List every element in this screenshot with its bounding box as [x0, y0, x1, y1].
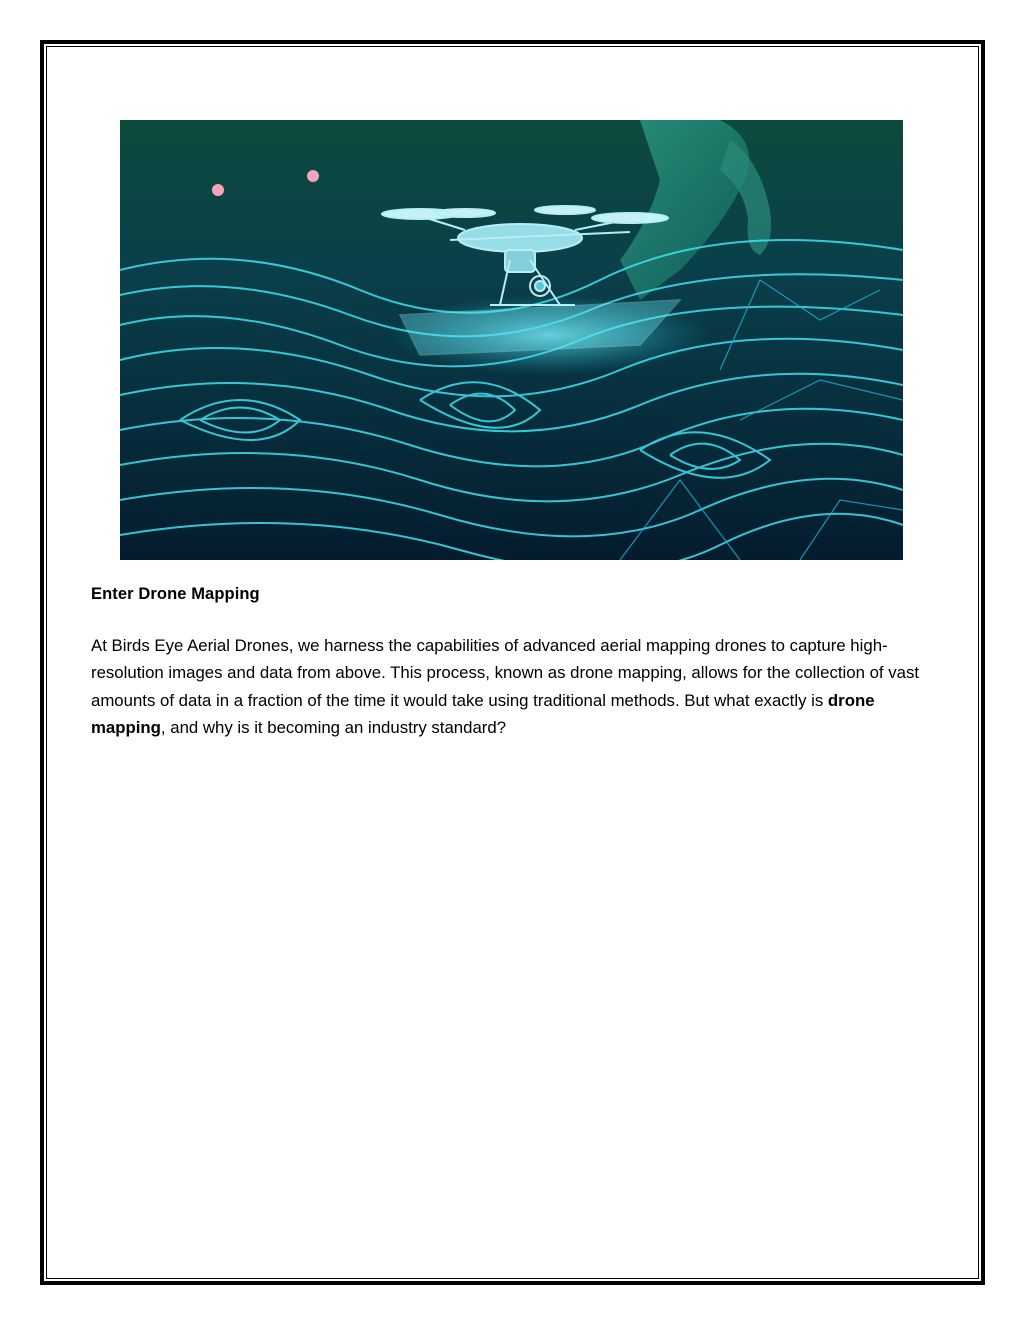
- drone-mapping-image: [120, 120, 903, 560]
- paragraph-text: At Birds Eye Aerial Drones, we harness the capabilities of advanced aerial mapping drones to capture high-resolution images and data from above. This process, known as drone mapping, allows for the collection of vast amounts of data in a fraction of the time it would take using traditional methods. But what exactly is: [91, 636, 920, 710]
- body-paragraph: [91, 632, 941, 741]
- section-heading: Enter Drone Mapping: [91, 585, 260, 603]
- paragraph-text-end: , and why is it becoming an industry standard?: [160, 717, 507, 737]
- paragraph-bold-term: drone mapping: [91, 690, 875, 737]
